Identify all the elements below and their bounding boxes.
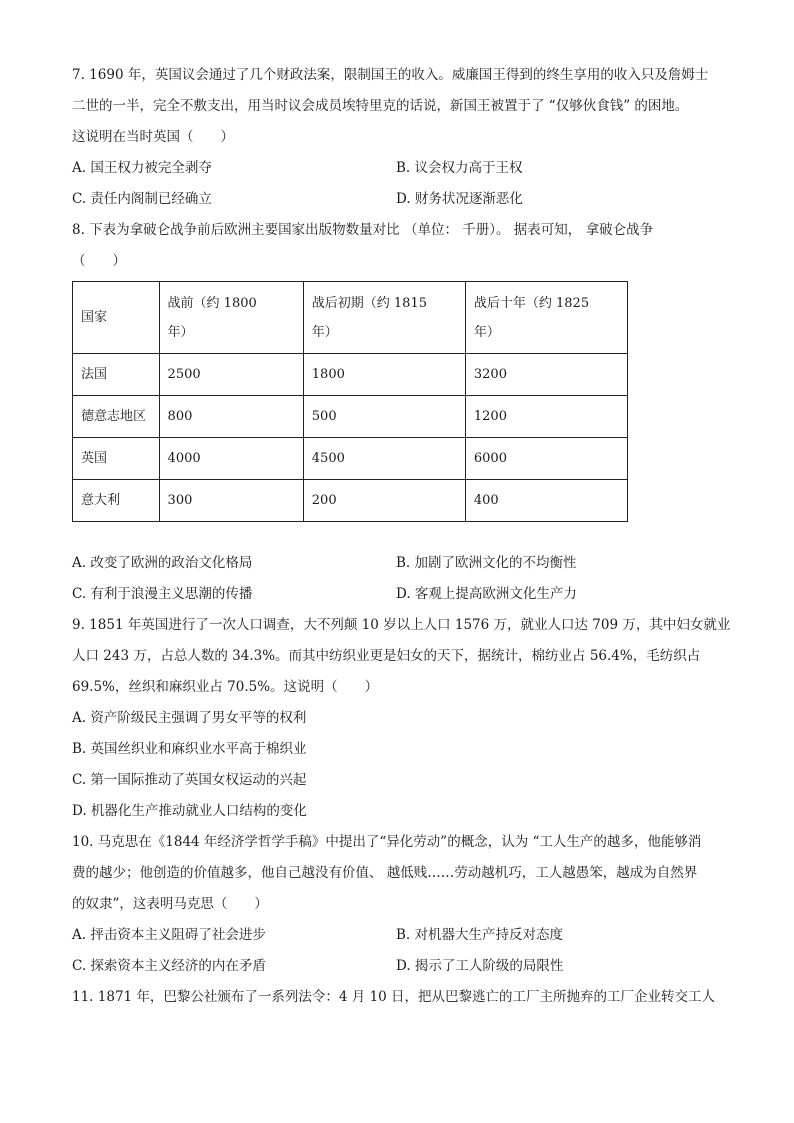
question-stem-line: 7. 1690 年，英国议会通过了几个财政法案，限制国王的收入。威廉国王得到的终生享用的收入只及詹姆士 xyxy=(72,67,709,83)
header-text: 年） xyxy=(311,324,338,340)
option-a: A. 国王权力被完全剥夺 xyxy=(72,160,212,176)
option-b: B. 加剧了欧洲文化的不均衡性 xyxy=(396,555,577,571)
option-a: A. 资产阶级民主强调了男女平等的权利 xyxy=(72,710,307,726)
table-cell: 4500 xyxy=(303,438,465,480)
table-cell: 法国 xyxy=(73,354,160,396)
question-10 xyxy=(72,827,728,982)
option-d: D. 客观上提高欧洲文化生产力 xyxy=(396,586,577,602)
option-d: D. 揭示了工人阶级的局限性 xyxy=(396,958,564,974)
option-b: B. 英国丝织业和麻织业水平高于棉织业 xyxy=(72,741,307,757)
exam-page xyxy=(72,60,731,1013)
option-c: C. 第一国际推动了英国女权运动的兴起 xyxy=(72,772,307,788)
table-cell: 800 xyxy=(159,396,303,438)
question-8 xyxy=(72,215,728,610)
option-d: D. 机器化生产推动就业人口结构的变化 xyxy=(72,803,307,819)
header-cell-postwar-decade xyxy=(465,282,627,354)
question-stem-line: 这说明在当时英国（ ） xyxy=(72,129,234,145)
table-cell: 3200 xyxy=(465,354,627,396)
table-cell: 1800 xyxy=(303,354,465,396)
option-row xyxy=(72,920,728,951)
question-stem-line: 8. 下表为拿破仑战争前后欧洲主要国家出版物数量对比 （单位： 千册）。 据表可知， 拿破仑战争 xyxy=(72,222,654,238)
table-cell: 1200 xyxy=(465,396,627,438)
header-text: 战后十年（约 1825 xyxy=(473,295,590,311)
header-cell-prewar xyxy=(159,282,303,354)
table-cell: 德意志地区 xyxy=(73,396,160,438)
question-stem-line: （ ） xyxy=(72,253,126,269)
table-cell: 400 xyxy=(465,480,627,522)
header-text: 战后初期（约 1815 xyxy=(311,295,427,311)
table-cell: 英国 xyxy=(73,438,160,480)
question-stem-line: 69.5%，丝织和麻织业占 70.5%。这说明（ ） xyxy=(72,679,379,695)
option-row xyxy=(72,548,728,579)
header-text: 战前（约 1800 xyxy=(167,295,257,311)
header-cell-postwar-early xyxy=(303,282,465,354)
table-row xyxy=(73,480,628,522)
option-b: B. 对机器大生产持反对态度 xyxy=(396,927,564,943)
option-d: D. 财务状况逐渐恶化 xyxy=(396,191,523,207)
question-stem-line: 二世的一半，完全不敷支出，用当时议会成员埃特里克的话说，新国王被置于了 “仅够伙食钱” 的困地。 xyxy=(72,98,689,114)
publication-table xyxy=(72,281,628,522)
option-b: B. 议会权力高于王权 xyxy=(396,160,523,176)
table-cell: 6000 xyxy=(465,438,627,480)
option-a: A. 改变了欧洲的政治文化格局 xyxy=(72,555,253,571)
question-7 xyxy=(72,60,728,215)
question-stem-line: 的奴隶”，这表明马克思（ ） xyxy=(72,896,268,912)
header-text: 年） xyxy=(473,324,500,340)
table-row xyxy=(73,354,628,396)
publication-table-wrapper xyxy=(72,281,728,522)
question-11 xyxy=(72,982,728,1013)
table-header-row xyxy=(73,282,628,354)
question-stem-line: 10. 马克思在《1844 年经济学哲学手稿》中提出了“异化劳动”的概念，认为 “工人生产的越多，他能够消 xyxy=(72,834,702,850)
table-cell: 意大利 xyxy=(73,480,160,522)
question-stem-line: 9. 1851 年英国进行了一次人口调查，大不列颠 10 岁以上人口 1576 万，就业人口达 709 万，其中妇女就业 xyxy=(72,617,731,633)
question-stem-line: 人口 243 万，占总人数的 34.3%。而其中纺织业更是妇女的天下，据统计，棉纺业占 56.4%，毛纺织占 xyxy=(72,648,701,664)
question-stem-line: 11. 1871 年，巴黎公社颁布了一系列法令：4 月 10 日，把从巴黎逃亡的工厂主所抛弃的工厂企业转交工人 xyxy=(72,989,716,1005)
option-c: C. 有利于浪漫主义思潮的传播 xyxy=(72,586,253,602)
table-row xyxy=(73,396,628,438)
option-row xyxy=(72,153,728,184)
header-text: 年） xyxy=(167,324,194,340)
option-c: C. 责任内阁制已经确立 xyxy=(72,191,212,207)
option-row xyxy=(72,184,728,215)
option-c: C. 探索资本主义经济的内在矛盾 xyxy=(72,958,266,974)
table-row xyxy=(73,438,628,480)
table-cell: 4000 xyxy=(159,438,303,480)
table-cell: 300 xyxy=(159,480,303,522)
option-a: A. 抨击资本主义阻碍了社会进步 xyxy=(72,927,266,943)
table-cell: 2500 xyxy=(159,354,303,396)
table-cell: 200 xyxy=(303,480,465,522)
header-cell-country: 国家 xyxy=(73,282,160,354)
table-cell: 500 xyxy=(303,396,465,438)
question-9 xyxy=(72,610,731,827)
question-stem-line: 费的越少；他创造的价值越多，他自己越没有价值、 越低贱……劳动越机巧，工人越愚笨，越成为自然界 xyxy=(72,865,698,881)
option-row xyxy=(72,951,728,982)
option-row xyxy=(72,579,728,610)
